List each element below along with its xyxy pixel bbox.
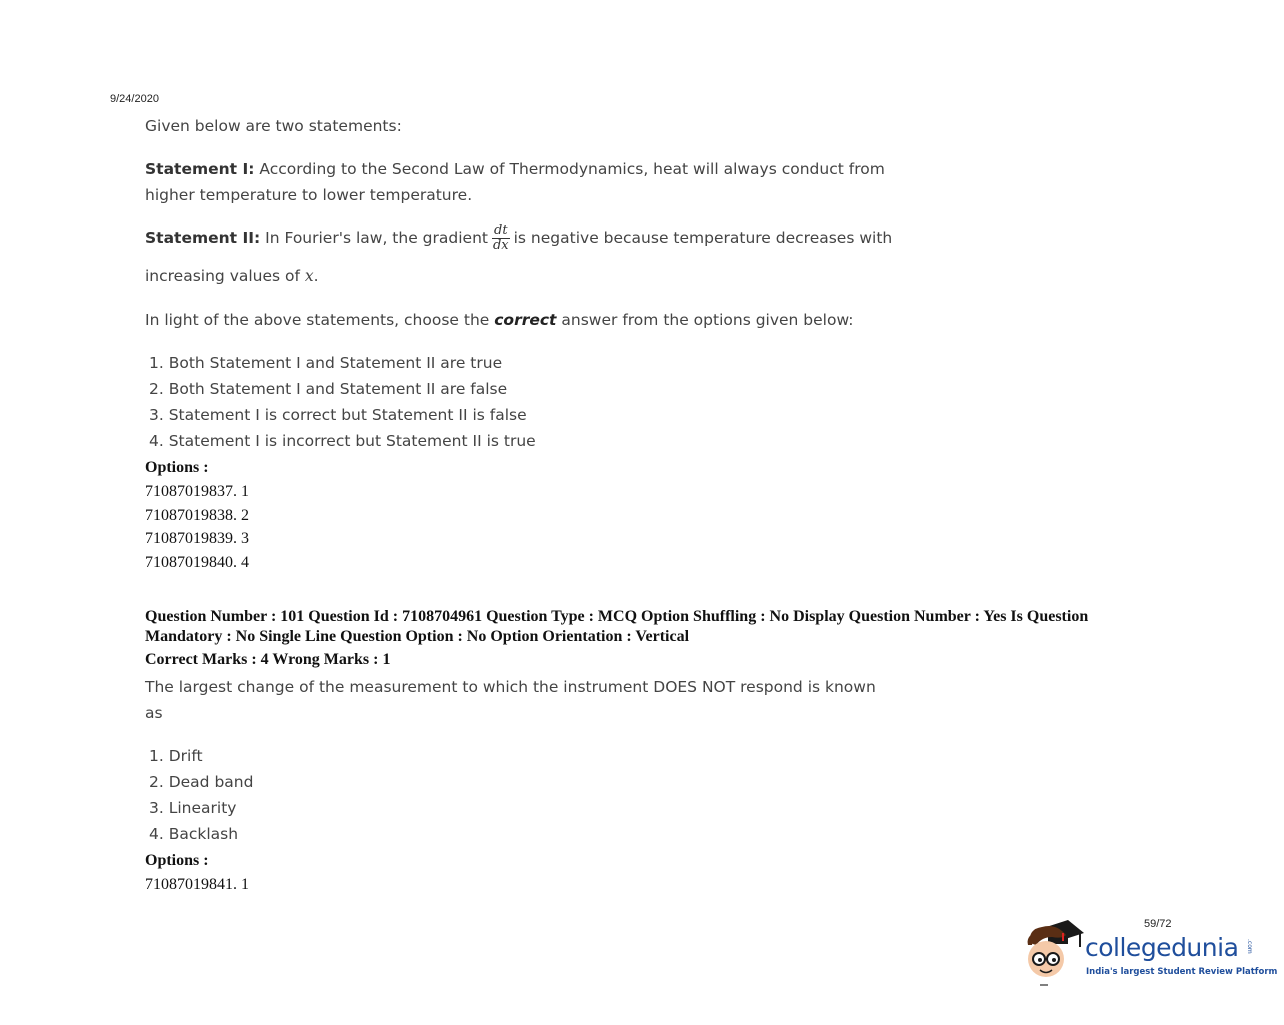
choice-item: 3. Statement I is correct but Statement II is false bbox=[149, 406, 527, 424]
question-text-line-1: The largest change of the measurement to which the instrument DOES NOT respond is known bbox=[145, 678, 876, 696]
question-text-line-2: as bbox=[145, 704, 163, 722]
math-variable: x bbox=[304, 267, 314, 285]
page-number: 59/72 bbox=[1144, 918, 1172, 930]
option-id: 71087019841. 1 bbox=[145, 876, 249, 893]
question-meta: Question Number : 101 Question Id : 7108704961 Question Type : MCQ Option Shuffling : No Display Question Number : Yes Is Question Mandatory : No Single Line Question Option : No Option Orientation : Vertical bbox=[145, 608, 1089, 645]
instruction bbox=[145, 311, 854, 329]
statement-2-line-2-text: increasing values of bbox=[145, 267, 305, 285]
mascot-icon bbox=[1022, 915, 1084, 991]
choice-item: 4. Backlash bbox=[149, 825, 239, 843]
instruction-text-cont: answer from the options given below: bbox=[556, 311, 854, 329]
logo-name: collegedunia bbox=[1085, 933, 1239, 962]
logo-tld: .com bbox=[1246, 939, 1253, 954]
statement-2-line-1 bbox=[145, 224, 892, 253]
statement-2-text-cont: is negative because temperature decreases with bbox=[513, 229, 893, 247]
option-id: 71087019838. 2 bbox=[145, 507, 249, 524]
statement-2-text: In Fourier's law, the gradient bbox=[260, 229, 488, 247]
fraction-numerator: dt bbox=[492, 224, 510, 239]
gradient-fraction bbox=[492, 224, 510, 253]
question-marks: Correct Marks : 4 Wrong Marks : 1 bbox=[145, 651, 391, 668]
question-intro: Given below are two statements: bbox=[145, 117, 402, 135]
statement-2-label: Statement II: bbox=[145, 229, 261, 247]
instruction-emphasis: correct bbox=[494, 311, 557, 329]
choice-item: 2. Dead band bbox=[149, 773, 254, 791]
statement-1-line-2: higher temperature to lower temperature. bbox=[145, 186, 473, 204]
statement-1-line-1 bbox=[145, 160, 885, 178]
choice-item: 1. Both Statement I and Statement II are true bbox=[149, 354, 503, 372]
statement-1-label: Statement I: bbox=[145, 160, 255, 178]
statement-2-end: . bbox=[313, 267, 319, 285]
option-id: 71087019839. 3 bbox=[145, 530, 249, 547]
print-date: 9/24/2020 bbox=[110, 93, 159, 105]
choice-item: 1. Drift bbox=[149, 747, 203, 765]
option-id: 71087019837. 1 bbox=[145, 483, 249, 500]
logo-tagline: India's largest Student Review Platform bbox=[1086, 967, 1278, 977]
choice-item: 3. Linearity bbox=[149, 799, 237, 817]
fraction-denominator: dx bbox=[492, 238, 509, 253]
choice-item: 4. Statement I is incorrect but Statement II is true bbox=[149, 432, 536, 450]
collegedunia-logo bbox=[1022, 915, 1278, 995]
options-label: Options : bbox=[145, 459, 209, 476]
option-id: 71087019840. 4 bbox=[145, 554, 249, 571]
statement-2-line-2 bbox=[145, 267, 319, 285]
choice-item: 2. Both Statement I and Statement II are false bbox=[149, 380, 508, 398]
options-label: Options : bbox=[145, 852, 209, 869]
statement-1-text: According to the Second Law of Thermodynamics, heat will always conduct from bbox=[254, 160, 885, 178]
instruction-text: In light of the above statements, choose the bbox=[145, 311, 495, 329]
